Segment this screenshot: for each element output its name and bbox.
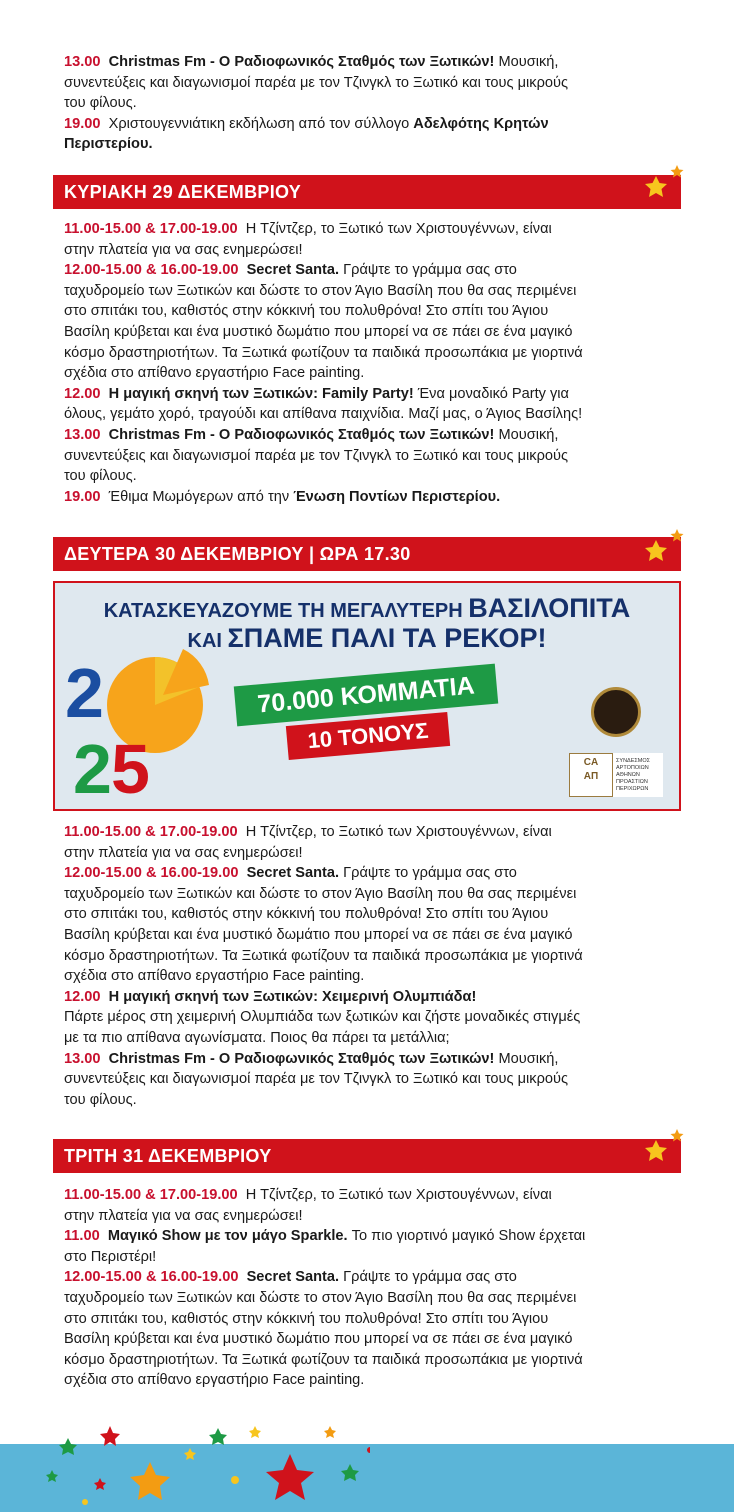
event-text: Το πιο γιορτινό μαγικό Show έρχεται xyxy=(351,1228,586,1245)
event-title: Η μαγική σκηνή των Ξωτικών: Family Party! xyxy=(108,385,414,402)
year-digit: 2 xyxy=(65,654,104,732)
event-text: στο σπιτάκι του, καθιστός στην κόκκινή του πολυθρόνα! Στο σπίτι του Άγιου xyxy=(64,303,549,320)
event-title: Secret Santa. xyxy=(246,262,340,279)
event-text: Γράψτε το γράμμα σας στο xyxy=(343,262,517,279)
star-icon xyxy=(640,1126,688,1170)
event-time: 13.00 xyxy=(64,426,101,443)
event-text: Μουσική, xyxy=(494,54,559,70)
event-text: συνεντεύξεις και διαγωνισμοί παρέα με τον Τζινγκλ το Ξωτικό και τους μικρούς xyxy=(64,1071,568,1088)
event-christmas-fm xyxy=(64,1049,676,1070)
event-text: του φίλους. xyxy=(64,468,137,485)
event-text: ταχυδρομείο των Ξωτικών και δώστε το στον Άγιο Βασίλη που θα σας περιμένει xyxy=(64,1289,577,1306)
event-title: Secret Santa. xyxy=(246,865,340,882)
year-digit: 2 xyxy=(73,730,112,795)
event-text: όλους, γεμάτο χορό, τραγούδι και απίθανα παιχνίδια. Μαζί μας, ο Άγιος Βασίλης! xyxy=(64,406,583,423)
event-time: 19.00 xyxy=(64,488,101,505)
event-text: στο σπιτάκι του, καθιστός στην κόκκινή του πολυθρόνα! Στο σπίτι του Άγιου xyxy=(64,906,549,923)
event-momogeroi xyxy=(64,487,676,508)
event-text: στην πλατεία για να σας ενημερώσει! xyxy=(64,844,303,861)
event-text: σχέδια στο απίθανο εργαστήριο Face painting. xyxy=(64,1372,365,1389)
event-text: στην πλατεία για να σας ενημερώσει! xyxy=(64,241,303,258)
event-time: 11.00-15.00 & 17.00-19.00 xyxy=(64,1187,238,1203)
day-header-tuesday xyxy=(53,1139,681,1173)
monday-events xyxy=(64,822,676,1110)
event-text: ταχυδρομείο των Ξωτικών και δώστε το στον Άγιο Βασίλη που θα σας περιμένει xyxy=(64,282,577,299)
star-icon xyxy=(130,1462,170,1500)
event-text: Μουσική, xyxy=(494,1050,559,1067)
event-title: Christmas Fm - Ο Ραδιοφωνικός Σταθμός των Ξωτικών! xyxy=(108,1050,495,1067)
logo-mark: CA ΑΠ xyxy=(569,753,613,797)
event-text: κόσμο δραστηριοτήτων. Τα Ξωτικά φωτίζουν τα παιδικά προσωπάκια με γιορτινά xyxy=(64,947,583,964)
event-text: στο σπιτάκι του, καθιστός στην κόκκινή του πολυθρόνα! Στο σπίτι του Άγιου xyxy=(64,1310,549,1327)
event-text: Βασίλη κρύβεται και ένα μυστικό δωμάτιο που μπορεί να σε πάει σε ένα μαγικό xyxy=(64,323,573,340)
event-text: Η Τζίντζερ, το Ξωτικό των Χριστουγέννων, είναι xyxy=(245,1187,552,1203)
star-icon xyxy=(46,1470,58,1482)
star-icon xyxy=(184,1448,196,1460)
star-icon xyxy=(249,1426,261,1438)
pieces-ribbon: 70.000 ΚΟΜΜΑΤΙΑ xyxy=(234,664,498,727)
event-ginger xyxy=(64,219,676,240)
confetti-dot xyxy=(231,1476,239,1484)
event-secret-santa xyxy=(64,260,676,281)
event-text: Χριστουγεννιάτικη εκδήλωση από τον σύλλογο xyxy=(108,115,414,132)
event-time: 12.00 xyxy=(64,385,101,402)
event-text: κόσμο δραστηριοτήτων. Τα Ξωτικά φωτίζουν τα παιδικά προσωπάκια με γιορτινά xyxy=(64,344,583,361)
event-text: Ένα μοναδικό Party για xyxy=(413,385,569,402)
event-time: 19.00 xyxy=(64,115,101,132)
event-title: Christmas Fm - Ο Ραδιοφωνικός Σταθμός των Ξωτικών! xyxy=(108,426,495,443)
star-icon xyxy=(59,1438,77,1455)
event-time: 12.00-15.00 & 16.00-19.00 xyxy=(64,262,239,279)
event-secret-santa xyxy=(64,863,676,884)
event-text: Μουσική, xyxy=(494,426,559,443)
event-family-party xyxy=(64,384,676,405)
event-text: Πάρτε μέρος στη χειμερινή Ολυμπιάδα των ξωτικών και ζήστε μοναδικές στιγμές xyxy=(64,1009,581,1026)
event-text: σχέδια στο απίθανο εργαστήριο Face painting. xyxy=(64,968,365,985)
event-org: Αδελφότης Κρητών xyxy=(413,115,549,132)
event-text: κόσμο δραστηριοτήτων. Τα Ξωτικά φωτίζουν τα παιδικά προσωπάκια με γιορτινά xyxy=(64,1351,583,1368)
event-secret-santa xyxy=(64,1267,676,1288)
tons-ribbon: 10 ΤΟΝΟΥΣ xyxy=(286,712,450,760)
event-text: Η Τζίντζερ, το Ξωτικό των Χριστουγέννων, είναι xyxy=(245,824,552,840)
star-icon xyxy=(266,1454,314,1500)
day-header-label: ΚΥΡΙΑΚΗ 29 ΔΕΚΕΜΒΡΙΟΥ xyxy=(64,182,302,202)
event-christmas-fm xyxy=(64,425,676,446)
event-time: 12.00 xyxy=(64,988,101,1005)
banner-title-line1: ΚΑΤΑΣΚΕΥΑΖΟΥΜΕ ΤΗ ΜΕΓΑΛΥΤΕΡΗ ΒΑΣΙΛΟΠΙΤΑ xyxy=(103,593,631,623)
event-time: 12.00-15.00 & 16.00-19.00 xyxy=(64,1269,239,1286)
event-ginger xyxy=(64,822,676,843)
tuesday-events xyxy=(64,1185,676,1391)
event-text: Γράψτε το γράμμα σας στο xyxy=(343,1269,517,1286)
star-icon xyxy=(100,1426,120,1446)
event-title: Christmas Fm - Ο Ραδιοφωνικός Σταθμός των Ξωτικών! xyxy=(108,54,495,70)
event-text: στο Περιστέρι! xyxy=(64,1248,157,1265)
event-text: με τα πιο απίθανα αγωνίσματα. Ποιος θα πάρει τα μετάλλια; xyxy=(64,1029,450,1046)
event-winter-olympics xyxy=(64,987,676,1008)
star-icon xyxy=(341,1464,359,1481)
event-text: σχέδια στο απίθανο εργαστήριο Face painting. xyxy=(64,365,365,382)
bakers-association-logo xyxy=(569,753,663,797)
event-text: Γράψτε το γράμμα σας στο xyxy=(343,865,517,882)
logo-text: ΣΥΝΔΕΣΜΟΣ ΑΡΤΟΠΟΙΩΝ ΑΘΗΝΩΝ ΠΡΟΑΣΤΙΩΝ ΠΕΡΙΧΩΡΩΝ xyxy=(616,758,651,792)
event-title: Secret Santa. xyxy=(246,1269,340,1286)
day-header-monday xyxy=(53,537,681,571)
star-icon xyxy=(640,526,688,570)
event-time: 13.00 xyxy=(64,54,101,70)
event-cretans xyxy=(64,114,676,135)
banner-title-line2: ΚΑΙ ΣΠΑΜΕ ΠΑΛΙ ΤΑ ΡΕΚΟΡ! xyxy=(187,623,547,653)
event-time: 11.00-15.00 & 17.00-19.00 xyxy=(64,824,238,840)
year-2025-logo xyxy=(63,645,231,795)
event-title: Η μαγική σκηνή των Ξωτικών: Χειμερινή Ολυμπιάδα! xyxy=(108,988,477,1005)
star-icon xyxy=(324,1426,336,1438)
star-icon xyxy=(94,1478,106,1490)
star-icon xyxy=(640,162,688,206)
event-time: 11.00 xyxy=(64,1228,100,1245)
event-org: Ένωση Ποντίων Περιστερίου. xyxy=(293,488,501,505)
sunday-events xyxy=(64,219,676,507)
event-text: ταχυδρομείο των Ξωτικών και δώστε το στον Άγιο Βασίλη που θα σας περιμένει xyxy=(64,885,577,902)
event-text: Βασίλη κρύβεται και ένα μυστικό δωμάτιο που μπορεί να σε πάει σε ένα μαγικό xyxy=(64,1331,573,1348)
star-icon xyxy=(209,1428,227,1445)
event-time: 11.00-15.00 & 17.00-19.00 xyxy=(64,221,238,237)
event-text: συνεντεύξεις και διαγωνισμοί παρέα με τον Τζινγκλ το Ξωτικό και τους μικρούς xyxy=(64,447,568,464)
day-header-sunday xyxy=(53,175,681,209)
event-text: Βασίλη κρύβεται και ένα μυστικό δωμάτιο που μπορεί να σε πάει σε ένα μαγικό xyxy=(64,926,573,943)
event-org: Περιστερίου. xyxy=(64,136,153,153)
event-christmas-fm xyxy=(64,52,676,73)
day-header-label: ΔΕΥΤΕΡΑ 30 ΔΕΚΕΜΒΡΙΟΥ | ΩΡΑ 17.30 xyxy=(64,544,411,564)
event-text: του φίλους. xyxy=(64,1091,137,1108)
event-text: Η Τζίντζερ, το Ξωτικό των Χριστουγέννων, είναι xyxy=(245,221,552,237)
event-title: Μαγικό Show με τον μάγο Sparkle. xyxy=(107,1228,348,1245)
event-text: του φίλους. xyxy=(64,95,137,112)
event-magic-show xyxy=(64,1226,676,1247)
confetti-dot xyxy=(82,1499,88,1505)
vasilopita-banner xyxy=(53,581,681,811)
event-time: 12.00-15.00 & 16.00-19.00 xyxy=(64,865,239,882)
decorative-stars xyxy=(40,1420,370,1512)
event-time: 13.00 xyxy=(64,1050,101,1067)
event-text: στην πλατεία για να σας ενημερώσει! xyxy=(64,1207,303,1224)
event-ginger xyxy=(64,1185,676,1206)
day-header-label: ΤΡΙΤΗ 31 ΔΕΚΕΜΒΡΙΟΥ xyxy=(64,1146,272,1166)
event-text: Έθιμα Μωμόγερων από την xyxy=(108,488,294,505)
confetti-dot xyxy=(367,1447,370,1453)
event-text: συνεντεύξεις και διαγωνισμοί παρέα με τον Τζινγκλ το Ξωτικό και τους μικρούς xyxy=(64,74,568,91)
saturday-tail-events xyxy=(64,52,676,155)
bakers-round-logo xyxy=(591,687,641,737)
year-digit: 5 xyxy=(111,730,150,795)
